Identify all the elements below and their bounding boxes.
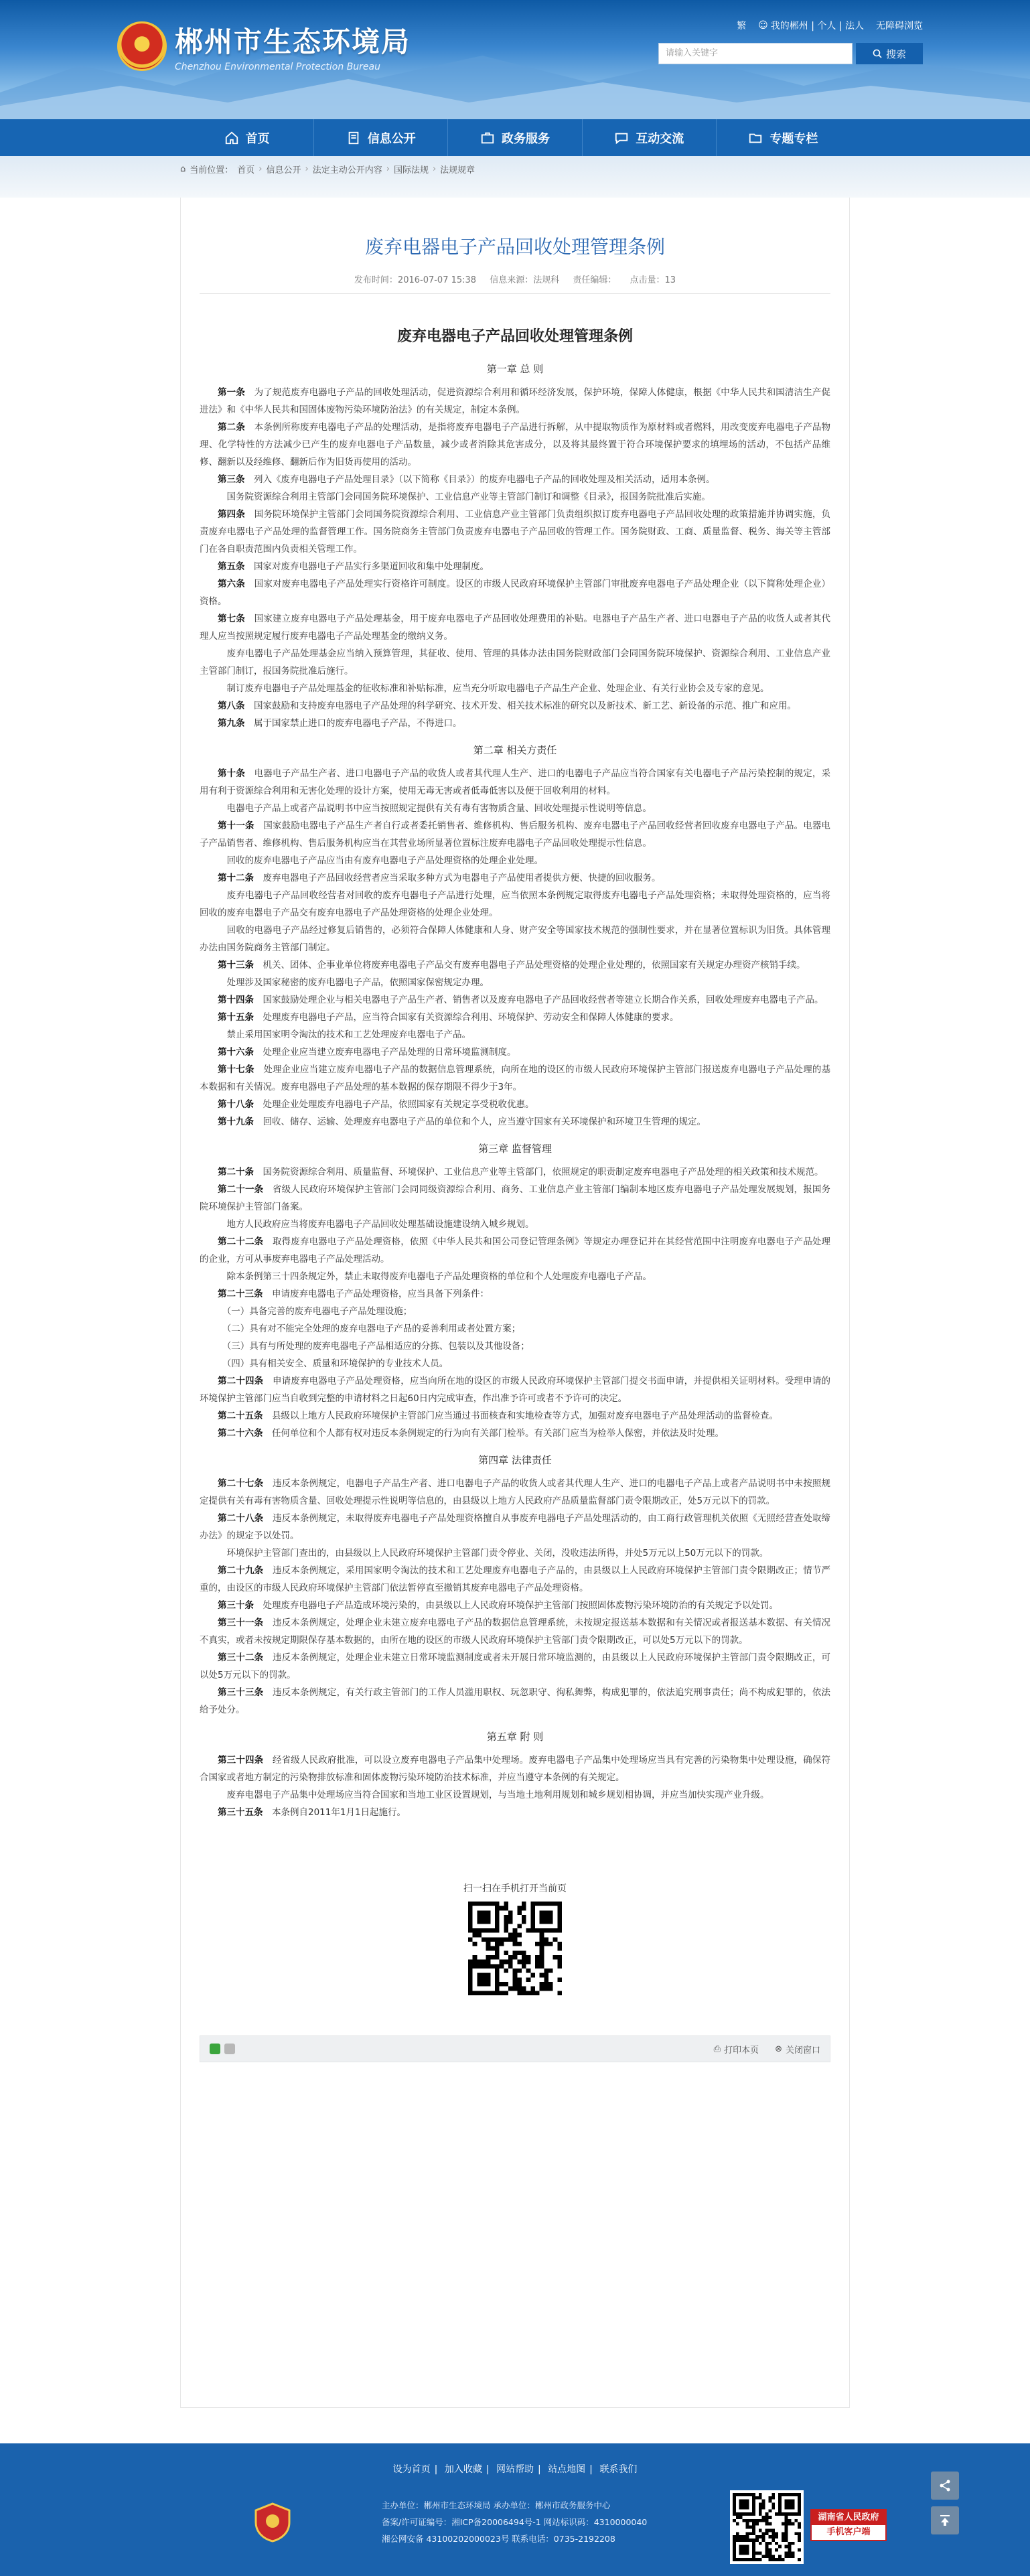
article-paragraph [200,506,830,558]
user-icon: ☺ [758,20,768,31]
article-number: 第十七条 [218,1064,254,1075]
regulation-body [200,362,830,1821]
article-text: 申请废弃电器电子产品处理资格，应当具备下列条件： [272,1289,489,1299]
article-text: 本条例自2011年1月1日起施行。 [272,1807,407,1818]
footer-help[interactable]: 网站帮助 [496,2464,534,2475]
article-number: 第二条 [218,422,245,433]
article-text: 地方人民政府应当将废弃电器电子产品回收处理基础设施建设纳入城乡规划。 [226,1219,534,1230]
article-paragraph [200,1096,830,1113]
breadcrumb-regulations[interactable]: 法规规章 [440,165,475,175]
article-number: 第六条 [218,579,245,589]
qr-label: 扫一扫在手机打开当前页 [463,1883,567,1894]
article-paragraph [200,1113,830,1131]
article-text: 处理废弃电器电子产品，应当符合国家有关资源综合利用、环境保护、劳动安全和保障人体健康的要求。 [263,1012,679,1023]
article-paragraph [200,887,830,922]
article-number: 第九条 [218,718,245,729]
article-number: 第十一条 [218,820,254,831]
footer-contact[interactable]: 联系我们 [599,2464,638,2475]
home-icon [224,131,239,145]
footer-links: 设为首页 | 加入收藏 | 网站帮助 | 站点地图 | 联系我们 [392,2464,638,2475]
article-paragraph [200,1786,830,1804]
article-number: 第一条 [218,387,245,398]
share-bar [200,2035,830,2062]
article-text: 处理废弃电器电子产品造成环境污染的，由县级以上人民政府环境保护主管部门按照固体废物污染环境防治的有关规定予以处罚。 [263,1600,778,1611]
article-text: 处理涉及国家秘密的废弃电器电子产品，依照国家保密规定办理。 [226,977,489,988]
view-count: 点击量：13 [630,275,676,285]
article-number: 第二十二条 [218,1236,264,1247]
article-paragraph [200,419,830,471]
article-number: 第十二条 [218,873,254,883]
article-paragraph [200,1614,830,1649]
article-paragraph [200,1268,830,1285]
article-paragraph [200,1545,830,1562]
article-number: 第二十八条 [218,1513,264,1524]
article-number: 第三十一条 [218,1618,264,1628]
chapter-title: 第四章 法律责任 [478,1454,552,1466]
qr-code-icon [468,1902,562,1995]
article-text: （四）具有相关安全、质量和环境保护的专业技术人员。 [226,1358,449,1369]
article-number: 第七条 [218,614,245,624]
site-footer [0,2443,1030,2576]
article-text: 取得废弃电器电子产品处理资格，依照《中华人民共和国公司登记管理条例》等规定办理登记并在其经营范围中注明废弃电器电子产品处理的企业，方可从事废弃电器电子产品处理活动。 [200,1236,831,1265]
article-text: 废弃电器电子产品回收经营者对回收的废弃电器电子产品进行处理，应当依照本条例规定取得废弃电器电子产品处理资格；未取得处理资格的，应当将回收的废弃电器电子产品交有废弃电器电子产品处理资格的处理企业处理。 [200,890,831,918]
article-text: 为了规范废弃电器电子产品的回收处理活动，促进资源综合利用和循环经济发展，保护环境，保障人体健康，根据《中华人民共和国清洁生产促进法》和《中华人民共和国固体废物污染环境防治法》的有关规定，制定本条例。 [200,387,831,415]
regulation-title: 废弃电器电子产品回收处理管理条例 [396,328,633,345]
footer-icp: 备案/许可证编号：湘ICP备20006494号-1 网站标识码：4310000040 [382,2517,648,2527]
printer-icon: ⎙ [713,2044,721,2054]
article-number: 第三条 [218,474,245,485]
side-tools [931,2472,959,2534]
main-content [180,164,850,2408]
article-number: 第二十七条 [218,1478,264,1489]
article-text: 省级人民政府环境保护主管部门会同同级资源综合利用、商务、工业信息产业主管部门编制本地区废弃电器电子产品处理发展规划，报国务院环境保护主管部门备案。 [200,1184,831,1212]
article-text: 废弃电器电子产品回收经营者应当采取多种方式为电器电子产品使用者提供方便、快捷的回收服务。 [263,873,661,883]
breadcrumb-label: 当前位置： [190,165,234,175]
qr-section [200,1881,830,1995]
footer-set-home[interactable]: 设为首页 [392,2464,431,2475]
article-text: （三）具有与所处理的废弃电器电子产品相适应的分拣、包装以及其他设备； [226,1341,530,1352]
article-paragraph [200,1475,830,1510]
article-text: 禁止采用国家明令淘汰的技术和工艺处理废弃电器电子产品。 [226,1029,471,1040]
article-number: 第二十六条 [218,1428,263,1439]
article-paragraph [200,1751,830,1786]
folder-icon [748,131,763,145]
article-paragraph [200,1649,830,1684]
nav-gov-service[interactable]: 政务服务 [448,119,582,156]
article-text: 违反本条例规定，有关行政主管部门的工作人员滥用职权、玩忽职守、徇私舞弊，构成犯罪的，依法追究刑事责任；尚不构成犯罪的，依法给予处分。 [200,1687,831,1715]
article-paragraph [200,1510,830,1545]
weibo-share-icon[interactable] [224,2044,235,2054]
article-text: 电器电子产品生产者、进口电器电子产品的收货人或者其代理人生产、进口的电器电子产品应当符合国家有关电器电子产品污染控制的规定，采用有利于资源综合利用和无害化处理的设计方案，使用无毒无害或者低毒低害以及便于回收利用的材料。 [200,768,831,796]
article-number: 第二十九条 [218,1565,264,1576]
article-paragraph [200,645,830,680]
article-paragraph [200,1338,830,1355]
article-number: 第三十四条 [218,1755,264,1766]
article-paragraph [200,1285,830,1303]
article-number: 第二十一条 [218,1184,264,1195]
article-number: 第三十三条 [218,1687,264,1698]
article-text: 回收的废弃电器电子产品应当由有废弃电器电子产品处理资格的处理企业处理。 [226,855,543,866]
article-number: 第二十三条 [218,1289,263,1299]
article-number: 第三十条 [218,1600,254,1611]
close-window-button[interactable]: ⊗ 关闭窗口 [775,2044,820,2056]
article-paragraph [200,817,830,852]
article-paragraph [200,1372,830,1407]
article-paragraph [200,852,830,869]
footer-sitemap[interactable]: 站点地图 [548,2464,586,2475]
search-button[interactable]: 搜索 [856,43,923,64]
article-number: 第十条 [218,768,245,779]
article-text: 制订废弃电器电子产品处理基金的征收标准和补贴标准，应当充分听取电器电子产品生产企业、处理企业、有关行业协会及专家的意见。 [226,683,769,694]
national-emblem-icon [117,21,167,71]
article-text: 国家鼓励电器电子产品生产者自行或者委托销售者、维修机构、售后服务机构、废弃电器电子产品回收经营者回收废弃电器电子产品。电器电子产品销售者、维修机构、售后服务机构应当在其营业场所显著位置标注废弃电器电子产品回收处理提示性信息。 [200,820,831,849]
article-title: 废弃电器电子产品回收处理管理条例 [364,236,665,258]
traditional-chinese-link[interactable]: 繁 [737,21,747,31]
article-paragraph [200,1181,830,1216]
footer-info [382,2497,647,2547]
article-paragraph [200,974,830,991]
search-icon [873,49,882,58]
chapter-title: 第五章 附 则 [486,1731,544,1743]
article-number: 第三十五条 [218,1807,263,1818]
article-number: 第五条 [218,561,245,572]
article-text: 任何单位和个人都有权对违反本条例规定的行为向有关部门检举。有关部门应当为检举人保密，并依法及时处理。 [272,1428,724,1439]
article-text: 国家鼓励和支持废弃电器电子产品处理的科学研究、技术开发、相关技术标准的研究以及新技术、新工艺、新设备的示范、推广和应用。 [254,701,796,711]
nav-topics[interactable]: 专题专栏 [717,119,850,156]
nav-home[interactable]: 首页 [180,119,314,156]
article-paragraph [200,922,830,956]
article-paragraph [200,1355,830,1372]
article-paragraph [200,1684,830,1719]
article-meta [200,273,830,294]
article-paragraph [200,1044,830,1061]
article-paragraph [200,1303,830,1320]
chapter-title: 第一章 总 则 [486,363,544,375]
article-paragraph [200,1562,830,1597]
article-paragraph [200,869,830,887]
article-number: 第二十条 [218,1167,254,1177]
article-text: 处理企业应当建立废弃电器电子产品的数据信息管理系统，向所在地的设区的市级人民政府环境保护主管部门报送废弃电器电子产品处理的基本数据和有关情况。废弃电器电子产品处理的基本数据的保存期限不得少于3年。 [200,1064,831,1092]
article-paragraph [200,471,830,488]
article-text: 国家鼓励处理企业与相关电器电子产品生产者、销售者以及废弃电器电子产品回收经营者等建立长期合作关系，回收处理废弃电器电子产品。 [263,995,824,1005]
article-text: 国家对废弃电器电子产品处理实行资格许可制度。设区的市级人民政府环境保护主管部门审批废弃电器电子产品处理企业（以下简称处理企业）资格。 [200,579,831,607]
article-text: 违反本条例规定，处理企业未建立废弃电器电子产品的数据信息管理系统，未按规定报送基本数据和有关情况或者报送基本数据、有关情况不真实，或者未按规定期限保存基本数据的，由所在地的设区的市级人民政府环境保护主管部门责令限期改正，可以处5万元以下的罚款。 [200,1618,831,1646]
breadcrumb: ⌂ 当前位置： 首页 › 信息公开 › 法定主动公开内容 › 国际法规 › 法规规章 [180,164,475,175]
footer-police: 湘公网安备 43100202000023号 联系电话：0735-2192208 [382,2534,615,2544]
article-number: 第十六条 [218,1047,254,1058]
article-text: （一）具备完善的废弃电器电子产品处理设施； [226,1306,413,1317]
article-text: 国务院资源综合利用、质量监督、环境保护、工业信息产业等主管部门，依照规定的职责制定废弃电器电子产品处理的相关政策和技术规范。 [263,1167,824,1177]
provincial-app-badge[interactable]: 湖南省人民政府 手机客户端 [810,2509,887,2541]
footer-qr-icon [730,2490,804,2564]
source: 信息来源：法规科 [490,275,560,285]
article-number: 第十九条 [218,1117,254,1127]
footer-sponsor: 主办单位：郴州市生态环境局 承办单位：郴州市政务服务中心 [382,2500,611,2510]
chapter-title: 第三章 监督管理 [478,1143,552,1155]
top-links [737,19,923,32]
article-paragraph [200,1425,830,1442]
main-nav [0,119,1030,156]
article-text: 申请废弃电器电子产品处理资格，应当向所在地的设区的市级人民政府环境保护主管部门提交书面申请，并提供相关证明材料。受理申请的环境保护主管部门应当自收到完整的申请材料之日起60日内完成审查，作出准予许可或者不予许可的决定。 [200,1376,831,1404]
article-text: 属于国家禁止进口的废弃电器电子产品，不得进口。 [254,718,462,729]
editor: 责任编辑： [573,275,617,285]
article-text: 违反本条例规定，电器电子产品生产者、进口电器电子产品的收货人或者其代理人生产、进口的电器电子产品上或者产品说明书中未按照规定提供有关有毒有害物质含量、回收处理提示性说明等信息的，由县级以上地方人民政府产品质量监督部门责令限期改正，处5万元以下的罚款。 [200,1478,831,1506]
article-text: 本条例所称废弃电器电子产品的处理活动，是指将废弃电器电子产品进行拆解，从中提取物质作为原材料或者燃料，用改变废弃电器电子产品物理、化学特性的方法减少已产生的废弃电器电子产品数量，减少或者消除其危害成分，以及将其最终置于符合环境保护要求的填埋场的活动，不包括产品维修、翻新以及经维修、翻新后作为旧货再使用的活动。 [200,422,831,468]
article-paragraph [200,488,830,506]
article-paragraph [200,1009,830,1026]
article-number: 第八条 [218,701,245,711]
article-box [180,198,850,2408]
article-number: 第十五条 [218,1012,254,1023]
breadcrumb-info[interactable]: 信息公开 [266,165,301,175]
article-text: 经省级人民政府批准，可以设立废弃电器电子产品集中处理场。废弃电器电子产品集中处理场应当具有完善的污染物集中处理设施，确保符合国家或者地方制定的污染物排放标准和固体废物污染环境防治技术标准，并应当遵守本条例的有关规定。 [200,1755,831,1783]
article-paragraph [200,680,830,697]
share-icon[interactable] [931,2472,959,2500]
site-title-en: Chenzhou Environmental Protection Bureau [175,62,380,72]
article-text: 处理企业应当建立废弃电器电子产品处理的日常环境监测制度。 [263,1047,516,1058]
print-button[interactable]: ⎙ 打印本页 [713,2044,759,2056]
article-text: 国家建立废弃电器电子产品处理基金，用于废弃电器电子产品回收处理费用的补贴。电器电子产品生产者、进口电器电子产品的收货人或者其代理人应当按照规定履行废弃电器电子产品处理基金的缴纳义务。 [200,614,831,642]
article-text: 环境保护主管部门查出的，由县级以上人民政府环境保护主管部门责令停业、关闭，没收违法所得，并处5万元以上50万元以下的罚款。 [226,1548,769,1559]
article-paragraph [200,1026,830,1044]
article-text: 国务院环境保护主管部门会同国务院资源综合利用、工业信息产业主管部门负责组织拟订废弃电器电子产品回收处理的政策措施并协调实施，负责废弃电器电子产品处理的监督管理工作。国务院商务主管部门负责废弃电器电子产品回收的管理工作。国务院财政、工商、质量监督、税务、海关等主管部门在各自职责范围内负责相关管理工作。 [200,509,831,555]
briefcase-icon [480,131,495,145]
my-chenzhou-link[interactable]: ☺ 我的郴州 | 个人 | 法人 [758,20,864,31]
site-logo[interactable] [117,20,411,72]
site-title-cn: 郴州市生态环境局 [175,25,411,58]
article-paragraph [200,956,830,974]
article-number: 第二十五条 [218,1411,263,1421]
article-number: 第十三条 [218,960,254,971]
footer-favorite[interactable]: 加入收藏 [444,2464,482,2475]
article-paragraph [200,697,830,715]
article-paragraph [200,575,830,610]
site-header [0,0,1030,119]
article-text: 县级以上地方人民政府环境保护主管部门应当通过书面核查和实地检查等方式，加强对废弃电器电子产品处理活动的监督检查。 [272,1411,778,1421]
article-text: 电器电子产品上或者产品说明书中应当按照规定提供有关有毒有害物质含量、回收处理提示性说明等信息。 [226,803,652,814]
article-text: 国务院资源综合利用主管部门会同国务院环境保护、工业信息产业等主管部门制订和调整《目录》，报国务院批准后实施。 [226,492,711,502]
breadcrumb-intl[interactable]: 国际法规 [393,165,429,175]
article-paragraph [200,1597,830,1614]
article-paragraph [200,1061,830,1096]
article-text: 废弃电器电子产品集中处理场应当符合国家和当地工业区设置规划，与当地土地利用规划和城乡规划相协调，并应当加快实现产业升级。 [226,1790,769,1800]
police-badge-icon[interactable] [254,2502,291,2543]
wechat-share-icon[interactable] [210,2044,220,2054]
document-icon [346,131,361,145]
sub-band [0,156,1030,198]
article-paragraph [200,800,830,817]
back-to-top-icon[interactable] [931,2506,959,2534]
article-text: 列入《废弃电器电子产品处理目录》（以下简称《目录》）的废弃电器电子产品的回收处理及相关活动，适用本条例。 [254,474,715,485]
article-paragraph [200,715,830,732]
nav-interaction[interactable]: 互动交流 [583,119,717,156]
nav-info-public[interactable]: 信息公开 [314,119,448,156]
article-text: 废弃电器电子产品处理基金应当纳入预算管理，其征收、使用、管理的具体办法由国务院财政部门会同国务院环境保护、资源综合利用、工业信息产业主管部门制订，报国务院批准后施行。 [200,648,831,676]
article-text: 回收、储存、运输、处理废弃电器电子产品的单位和个人，应当遵守国家有关环境保护和环境卫生管理的规定。 [263,1117,706,1127]
article-text: 违反本条例规定，处理企业未建立日常环境监测制度或者未开展日常环境监测的，由县级以上人民政府环境保护主管部门责令限期改正，可以处5万元以下的罚款。 [200,1652,831,1680]
article-text: 除本条例第三十四条规定外，禁止未取得废弃电器电子产品处理资格的单位和个人处理废弃电器电子产品。 [226,1271,652,1282]
close-icon: ⊗ [775,2044,782,2054]
article-number: 第二十四条 [218,1376,264,1386]
article-text: 国家对废弃电器电子产品实行多渠道回收和集中处理制度。 [254,561,489,572]
article-text: 机关、团体、企事业单位将废弃电器电子产品交有废弃电器电子产品处理资格的处理企业处理的，依照国家有关规定办理资产核销手续。 [263,960,806,971]
article-text: 违反本条例规定，未取得废弃电器电子产品处理资格擅自从事废弃电器电子产品处理活动的，由工商行政管理机关依照《无照经营查处取缔办法》的规定予以处罚。 [200,1513,831,1541]
accessibility-link[interactable]: 无障碍浏览 [876,21,923,31]
chapter-title: 第二章 相关方责任 [473,744,557,756]
article-paragraph [200,610,830,645]
article-number: 第三十二条 [218,1652,264,1663]
article-number: 第十八条 [218,1099,254,1110]
article-number: 第十四条 [218,995,254,1005]
article-text: 回收的电器电子产品经过修复后销售的，必须符合保障人体健康和人身、财产安全等国家技术规范的强制性要求，并在显著位置标识为旧货。具体管理办法由国务院商务主管部门制定。 [200,925,831,953]
search-input[interactable]: 请输入关键字 [658,43,853,64]
breadcrumb-legal[interactable]: 法定主动公开内容 [312,165,382,175]
article-number: 第四条 [218,509,245,520]
article-paragraph [200,1233,830,1268]
article-text: 处理企业处理废弃电器电子产品，依照国家有关规定享受税收优惠。 [263,1099,534,1110]
home-small-icon: ⌂ [180,164,186,174]
article-paragraph [200,558,830,575]
publish-time: 发布时间：2016-07-07 15:38 [354,275,477,285]
article-paragraph [200,991,830,1009]
chat-icon [614,131,629,145]
article-text: 违反本条例规定，采用国家明令淘汰的技术和工艺处理废弃电器电子产品的，由县级以上人民政府环境保护主管部门责令限期改正；情节严重的，由设区的市级人民政府环境保护主管部门依法暂停直至撤销其废弃电器电子产品处理资格。 [200,1565,831,1593]
article-paragraph [200,1320,830,1338]
article-paragraph [200,1163,830,1181]
article-paragraph [200,384,830,419]
article-text: （二）具有对不能完全处理的废弃电器电子产品的妥善利用或者处置方案； [226,1323,521,1334]
breadcrumb-home[interactable]: 首页 [237,165,255,175]
article-paragraph [200,1804,830,1821]
article-paragraph [200,765,830,800]
article-paragraph [200,1407,830,1425]
article-paragraph [200,1216,830,1233]
